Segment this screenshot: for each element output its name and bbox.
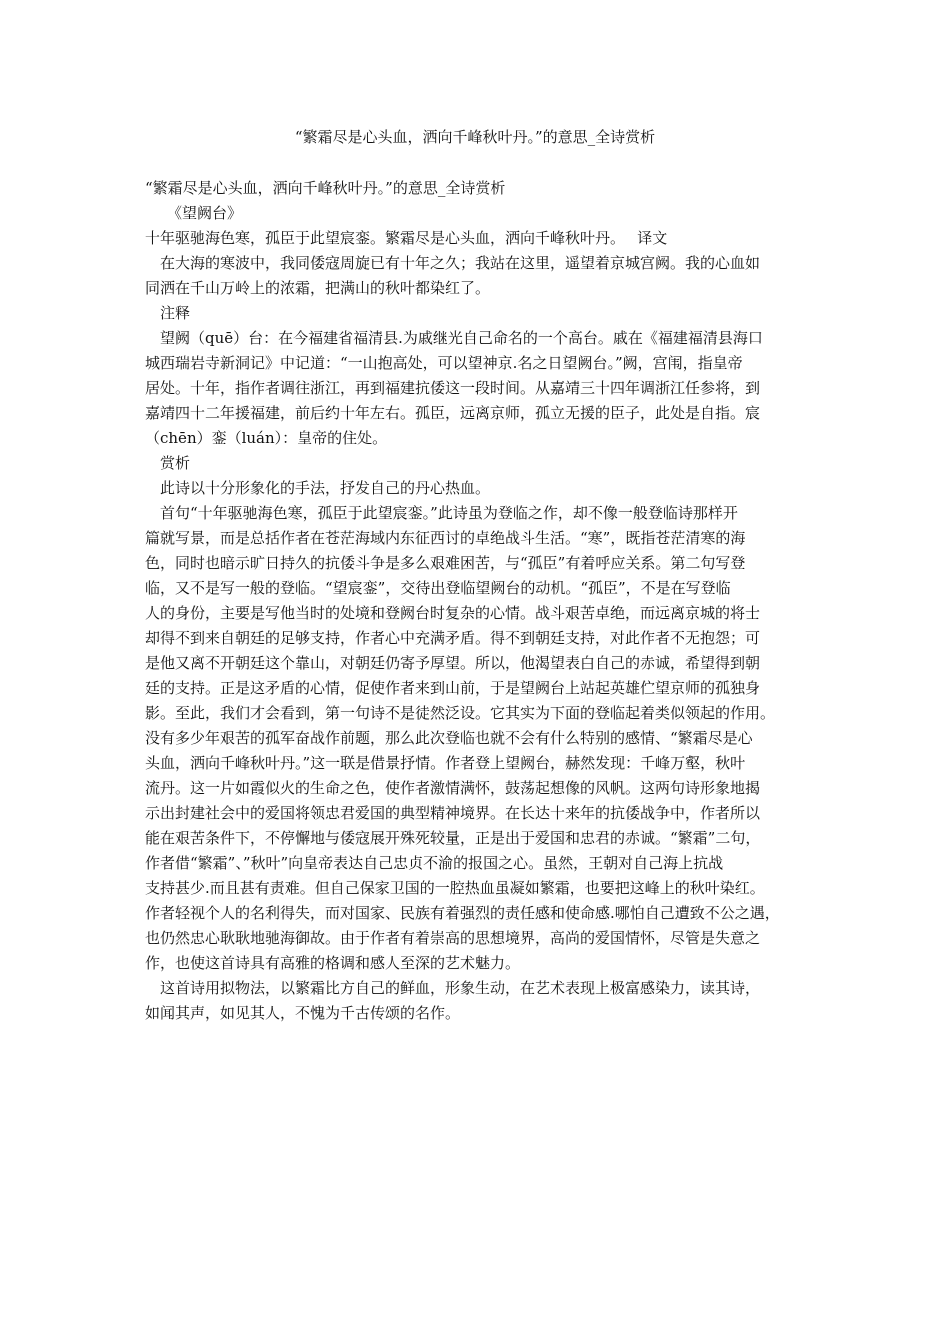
text-line: 望阙（quē）台：在今福建省福清县.为戚继光自己命名的一个高台。戚在《福建福清县海口 [160,329,763,347]
text-line: 首句“十年驱驰海色寒，孤臣于此望宸銮。”此诗虽为登临之作，却不像一般登临诗那样开 [160,504,738,522]
text-line: 如闻其声，如见其人，不愧为千古传颂的名作。 [145,1004,461,1022]
text-line: 也仍然忠心耿耿地驰海御故。由于作者有着崇高的思想境界，高尚的爱国情怀，尽管是失意之 [145,929,761,947]
text-line: 头血，洒向千峰秋叶丹。”这一联是借景抒情。作者登上望阙台，赫然发现：千峰万壑，秋叶 [145,754,746,772]
text-line: 篇就写景，而是总括作者在苍茫海域内东征西讨的卓绝战斗生活。“寒”，既指苍茫清寒的海 [145,529,746,547]
text-line: 廷的支持。正是这矛盾的心情，促使作者来到山前，于是望阙台上站起英雄伫望京师的孤独身 [145,679,761,697]
text-line: 作者借“繁霜”、”秋叶”向皇帝表达自己忠贞不渝的报国之心。虽然，王朝对自己海上抗战 [145,854,724,872]
text-line: 示出封建社会中的爱国将领忠君爱国的典型精神境界。在长达十来年的抗倭战争中，作者所以 [145,804,761,822]
text-line: 在大海的寒波中，我同倭寇周旋已有十年之久；我站在这里，遥望着京城宫阙。我的心血如 [160,254,761,272]
text-line: 注释 [160,304,191,322]
text-line: 同洒在千山万岭上的浓霜，把满山的秋叶都染红了。 [145,279,491,297]
text-line: 没有多少年艰苦的孤军奋战作前题，那么此次登临也就不会有什么特别的感情、“繁霜尽是心 [145,729,753,747]
text-line: 却得不到来自朝廷的足够支持，作者心中充满矛盾。得不到朝廷支持，对此作者不无抱怨；可 [145,629,761,647]
document-body [145,176,817,1026]
text-line: 城西瑞岩寺新洞记》中记道：“一山抱高处，可以望神京.名之日望阙台。”阙，宫闱，指皇帝 [145,354,743,372]
text-line: 居处。十年，指作者调往浙江，再到福建抗倭这一段时间。从嘉靖三十四年调浙江任参将，到 [145,379,761,397]
text-line: 作者轻视个人的名利得失，而对国家、民族有着强烈的责任感和使命感.哪怕自己遭致不公之遇， [145,904,780,922]
text-line: 这首诗用拟物法，以繁霜比方自己的鲜血，形象生动，在艺术表现上极富感染力，读其诗， [160,979,761,997]
text-line: （chēn）銮（luán）：皇帝的住处。 [145,429,388,447]
text-line: 《望阙台》 [167,204,243,222]
text-line: 作，也使这首诗具有高雅的格调和感人至深的艺术魅力。 [145,954,521,972]
text-line: 支持甚少.而且甚有责难。但自己保家卫国的一腔热血虽凝如繁霜，也要把这峰上的秋叶染红。 [145,879,765,897]
text-line: 能在艰苦条件下，不停懈地与倭寇展开殊死较量，正是出于爱国和忠君的赤诚。“繁霜”二句， [145,829,761,847]
text-line: 色，同时也暗示旷日持久的抗倭斗争是多么艰难困苦，与“孤臣”有着呼应关系。第二句写登 [145,554,746,572]
text-line: 十年驱驰海色寒，孤臣于此望宸銮。繁霜尽是心头血，洒向千峰秋叶丹。 译文 [145,229,668,247]
text-line: 嘉靖四十二年援福建，前后约十年左右。孤臣，远离京师，孤立无援的臣子，此处是自指。宸 [145,404,761,422]
text-line: 流丹。这一片如霞似火的生命之色，使作者激情满怀，鼓荡起想像的风帆。这两句诗形象地揭 [145,779,761,797]
text-line: 是他又离不开朝廷这个靠山，对朝廷仍寄予厚望。所以，他渴望表白自己的赤诚，希望得到朝 [145,654,761,672]
text-line: 此诗以十分形象化的手法，抒发自己的丹心热血。 [160,479,491,497]
text-line: “繁霜尽是心头血，洒向千峰秋叶丹。”的意思_全诗赏析 [145,179,506,197]
text-line: 赏析 [160,454,191,472]
text-line: 影。至此，我们才会看到，第一句诗不是徒然泛设。它其实为下面的登临起着类似领起的作用。 [145,704,776,722]
text-line: 人的身份，主要是写他当时的处境和登阙台时复杂的心情。战斗艰苦卓绝，而远离京城的将士 [145,604,761,622]
document-title: “繁霜尽是心头血，洒向千峰秋叶丹。”的意思_全诗赏析 [294,128,656,146]
text-line: 临，又不是写一般的登临。“望宸銮”，交待出登临望阙台的动机。“孤臣”，不是在写登临 [145,579,731,597]
